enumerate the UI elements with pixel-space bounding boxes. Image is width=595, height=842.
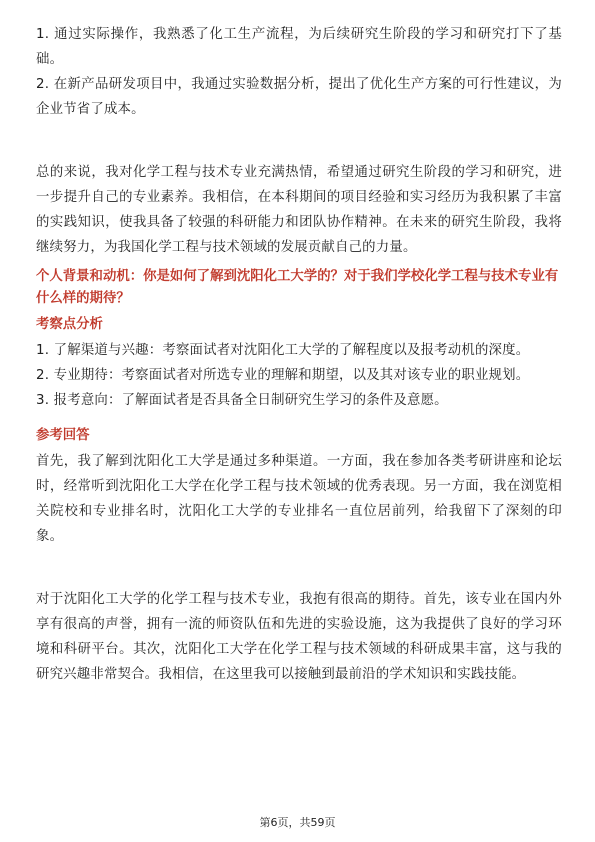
answer-paragraph: 首先，我了解到沈阳化工大学是通过多种渠道。一方面，我在参加各类考研讲座和论坛时，经常听到沈阳化工大学在化学工程与技术领域的优秀表现。另一方面，我在浏览相关院校和专业排名时，沈阳化工大学的专业排名一直位居前列，给我留下了深刻的印象。 (36, 454, 562, 544)
intro-item: 2. 在新产品研发项目中，我通过实验数据分析，提出了优化生产方案的可行性建议，为企业节省了成本。 (36, 77, 562, 117)
analysis-item: 2. 专业期待：考察面试者对所选专业的理解和期望，以及其对该专业的职业规划。 (36, 368, 530, 383)
document-page (36, 22, 562, 687)
answer-label: 参考回答 (36, 428, 90, 443)
analysis-item: 1. 了解渠道与兴趣：考察面试者对沈阳化工大学的了解程度以及报考动机的深度。 (36, 343, 530, 358)
paragraph-gap (36, 549, 562, 587)
question-heading: 个人背景和动机：你是如何了解到沈阳化工大学的？对于我们学校化学工程与技术专业有什么样的期待？ (36, 269, 559, 306)
section-gap (36, 413, 562, 423)
analysis-label: 考察点分析 (36, 317, 103, 332)
paragraph-gap (36, 122, 562, 160)
page-number-footer: 第6页，共59页 (259, 816, 336, 829)
intro-item: 1. 通过实际操作，我熟悉了化工生产流程，为后续研究生阶段的学习和研究打下了基础。 (36, 27, 562, 67)
answer-paragraph: 对于沈阳化工大学的化学工程与技术专业，我抱有很高的期待。首先，该专业在国内外享有很高的声誉，拥有一流的师资队伍和先进的实验设施，这为我提供了良好的学习环境和科研平台。其次，沈阳化工大学在化学工程与技术领域的科研成果丰富，这与我的研究兴趣非常契合。我相信，在这里我可以接触到最前沿的学术知识和实践技能。 (36, 592, 562, 682)
analysis-item: 3. 报考意向：了解面试者是否具备全日制研究生学习的条件及意愿。 (36, 393, 448, 408)
conclusion-paragraph: 总的来说，我对化学工程与技术专业充满热情，希望通过研究生阶段的学习和研究，进一步提升自己的专业素养。我相信，在本科期间的项目经验和实习经历为我积累了丰富的实践知识，使我具备了较强的科研能力和团队协作精神。在未来的研究生阶段，我将继续努力，为我国化学工程与技术领域的发展贡献自己的力量。 (36, 165, 562, 255)
